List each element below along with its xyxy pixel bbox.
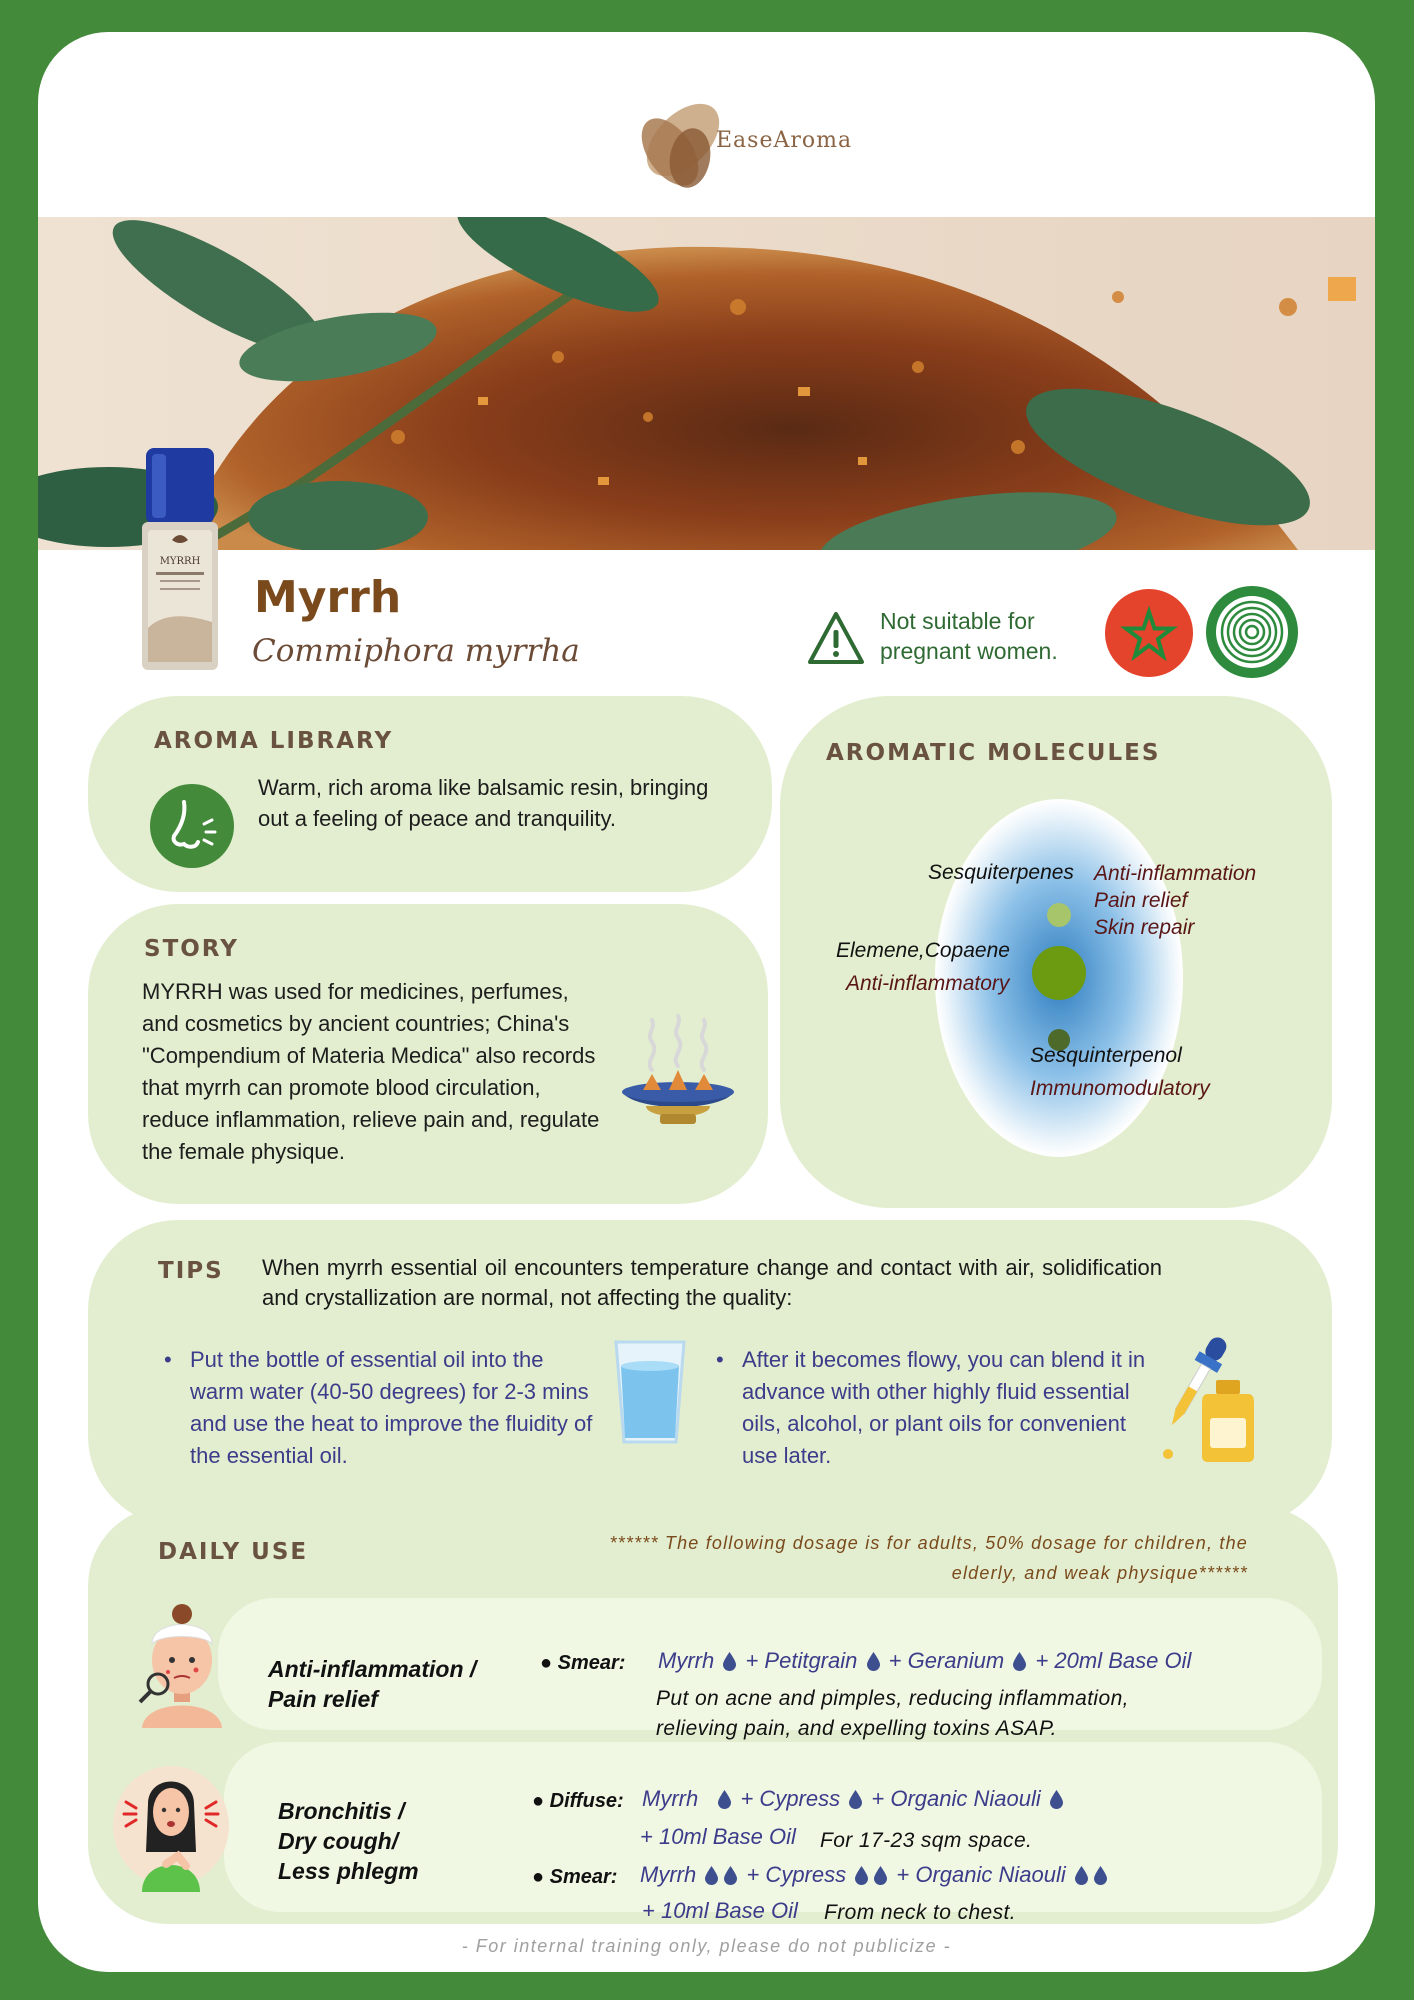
hero-photo [38, 217, 1375, 550]
tip-item: • Put the bottle of essential oil into the warm water (40-50 degrees) for 2-3 mins and use the heat to improve the fluidity of the essential oil. [190, 1344, 600, 1472]
molecule-effect: Anti-inflammation [1094, 862, 1257, 885]
product-latin-name: Commiphora myrrha [252, 633, 580, 669]
usage-description: From neck to chest. [824, 1901, 1016, 1924]
method-label: ● Smear: [532, 1866, 618, 1888]
aroma-description: Warm, rich aroma like balsamic resin, bringing out a feeling of peace and tranquility. [258, 775, 709, 831]
cough-woman-icon [106, 1752, 236, 1892]
tips-heading: TIPS [158, 1258, 224, 1284]
tips-intro: When myrrh essential oil encounters temperature change and contact with air, solidification and crystallization are normal, not affecting the quality: [262, 1255, 1162, 1310]
molecule-effect: Pain relief [1094, 889, 1188, 912]
footer-disclaimer: - For internal training only, please do not publicize - [461, 1936, 952, 1956]
molecule-name-elemene: Elemene,Copaene [836, 939, 1010, 962]
oil-drop-icon [705, 1866, 718, 1885]
recipe-line: Myrrh + Cypress + Organic Niaouli [640, 1862, 1110, 1888]
organic-badge-icon [1204, 584, 1300, 680]
morocco-flag-icon [1104, 588, 1194, 678]
method-label: ● Diffuse: [532, 1790, 624, 1812]
condition-label: Anti-inflammation / Pain relief [268, 1656, 477, 1712]
incense-burner-icon [616, 1010, 740, 1134]
oil-drop-icon [849, 1790, 862, 1809]
face-acne-icon [134, 1598, 230, 1728]
oil-drop-icon [867, 1652, 880, 1671]
oil-drop-icon [724, 1866, 737, 1885]
method-label: ● Smear: [540, 1652, 626, 1674]
nose-icon [150, 784, 234, 868]
story-text: MYRRH was used for medicines, perfumes, and cosmetics by ancient countries; China's "Compendium of Materia Medica" also records that myrrh can promote blood circulation, reduce inflammation, relieve pain and, regulate the female physique. [142, 979, 600, 1164]
brand-logo [628, 78, 868, 208]
bottle-icon [142, 448, 218, 670]
aromatic-molecules-heading: AROMATIC MOLECULES [826, 740, 1161, 766]
molecule-dot-elemene [1032, 946, 1086, 1000]
molecule-effect: Skin repair [1094, 916, 1195, 939]
usage-description: For 17-23 sqm space. [820, 1829, 1033, 1852]
molecule-name-sesquiterpenes: Sesquiterpenes [928, 861, 1074, 884]
tip-item: • After it becomes flowy, you can blend it in advance with other highly fluid essential oils, alcohol, or plant oils for convenient use later. [742, 1344, 1152, 1472]
pregnancy-warning: Not suitable for pregnant women. [880, 608, 1058, 664]
warning-triangle-icon [806, 610, 866, 666]
molecule-name-sesquinterpenol: Sesquinterpenol [1030, 1044, 1182, 1067]
product-title: Myrrh [254, 572, 402, 623]
brand-name: EaseAroma [716, 128, 853, 153]
oil-drop-icon [1050, 1790, 1063, 1809]
oil-drop-icon [1094, 1866, 1107, 1885]
molecule-dot-sesquiterpenes [1047, 903, 1071, 927]
recipe-line: Myrrh + Cypress + Organic Niaouli [642, 1786, 1066, 1812]
condition-label: Bronchitis / Dry cough/ Less phlegm [278, 1798, 419, 1884]
usage-description: Put on acne and pimples, reducing inflammation, relieving pain, and expelling toxins ASAP. [656, 1687, 1129, 1740]
oil-drop-icon [723, 1652, 736, 1671]
bottle-label: MYRRH [159, 556, 201, 567]
aroma-library-heading: AROMA LIBRARY [154, 728, 394, 754]
oil-drop-icon [855, 1866, 868, 1885]
story-heading: STORY [144, 936, 239, 962]
daily-use-heading: DAILY USE [158, 1539, 309, 1565]
recipe-base: + 10ml Base Oil [642, 1898, 798, 1923]
oil-drop-icon [718, 1790, 731, 1809]
oil-drop-icon [1013, 1652, 1026, 1671]
molecule-effect: Immunomodulatory [1030, 1077, 1210, 1100]
recipe-line: Myrrh + Petitgrain + Geranium + 20ml Base Oil [658, 1648, 1192, 1673]
oil-drop-icon [1075, 1866, 1088, 1885]
water-glass-icon [612, 1338, 688, 1448]
dosage-note: ****** The following dosage is for adults, 50% dosage for children, the elderly, and weak physique****** [609, 1533, 1248, 1583]
dropper-bottle-icon [1156, 1332, 1266, 1464]
molecule-effect: Anti-inflammatory [846, 972, 1010, 995]
recipe-base: + 10ml Base Oil [640, 1824, 796, 1849]
infographic-card [38, 32, 1375, 1972]
oil-drop-icon [874, 1866, 887, 1885]
